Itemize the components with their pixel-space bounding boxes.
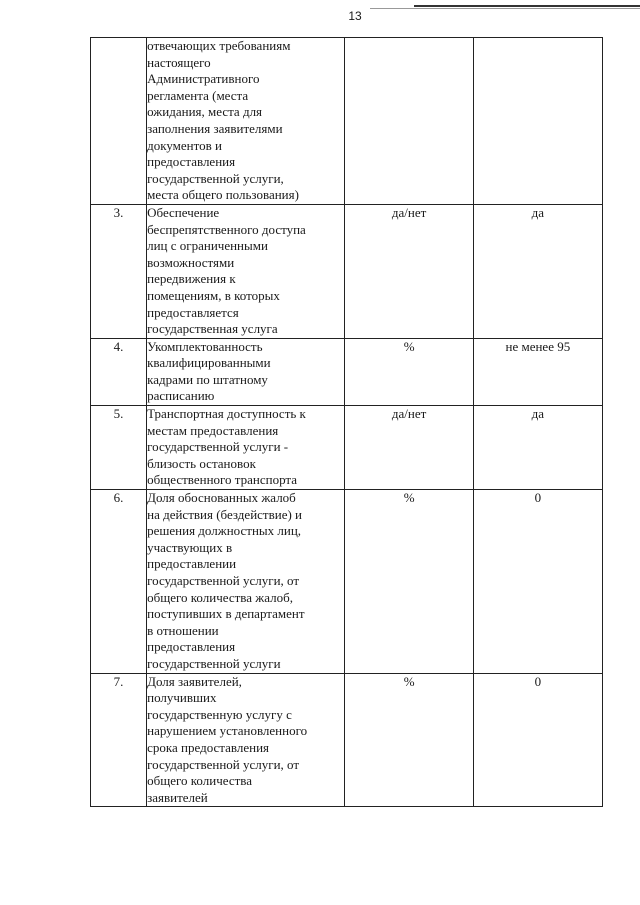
row-number-cell: 7. [91, 673, 147, 807]
row-number-cell: 5. [91, 406, 147, 490]
unit-cell: % [345, 673, 473, 807]
table-row [91, 38, 603, 205]
value-cell: да [473, 406, 602, 490]
indicator-name: Укомплектованность квалифицированными кадрами по штатному расписанию [147, 338, 271, 404]
table-row [91, 338, 603, 405]
row-number-cell: 4. [91, 338, 147, 405]
indicator-name-cell [147, 338, 345, 405]
indicator-name-cell [147, 38, 345, 205]
indicator-name-cell [147, 406, 345, 490]
table-row [91, 204, 603, 338]
value-cell: 0 [473, 673, 602, 807]
unit-cell: % [345, 338, 473, 405]
indicator-name-cell [147, 204, 345, 338]
indicator-name-cell [147, 673, 345, 807]
value-cell [473, 38, 602, 205]
indicator-name: Доля обоснованных жалоб на действия (бездействие) и решения должностных лиц, участвующих в предоставлении государственной услуги, от общего количества жалоб, поступивших в департамент в отношении предоставления государственной услуги [147, 490, 305, 671]
unit-cell: да/нет [345, 204, 473, 338]
value-cell: 0 [473, 490, 602, 674]
value-cell: не менее 95 [473, 338, 602, 405]
unit-cell: % [345, 490, 473, 674]
row-number-cell: 3. [91, 204, 147, 338]
unit-cell: да/нет [345, 406, 473, 490]
unit-cell [345, 38, 473, 205]
indicators-table [90, 37, 603, 807]
indicator-name: отвечающих требованиям настоящего Административного регламента (места ожидания, места для заполнения заявителями документов и предоставления государственной услуги, места общего пользования) [147, 38, 299, 203]
scan-artifact-line-thin [370, 8, 640, 9]
page-number: 13 [348, 9, 362, 23]
indicator-name-cell [147, 490, 345, 674]
value-cell: да [473, 204, 602, 338]
table-row [91, 673, 603, 807]
indicator-name: Доля заявителей, получивших государственную услугу с нарушением установленного срока предоставления государственной услуги, от общего количества заявителей [147, 673, 308, 805]
scan-artifact-line [414, 5, 640, 7]
row-number-cell: 6. [91, 490, 147, 674]
table-row [91, 406, 603, 490]
indicator-name: Транспортная доступность к местам предоставления государственной услуги - близость остановок общественного транспорта [147, 406, 306, 488]
table-row [91, 490, 603, 674]
indicator-name: Обеспечение беспрепятственного доступа лиц с ограниченными возможностями передвижения к помещениям, в которых предоставляется государственная услуга [147, 204, 306, 337]
row-number-cell [91, 38, 147, 205]
